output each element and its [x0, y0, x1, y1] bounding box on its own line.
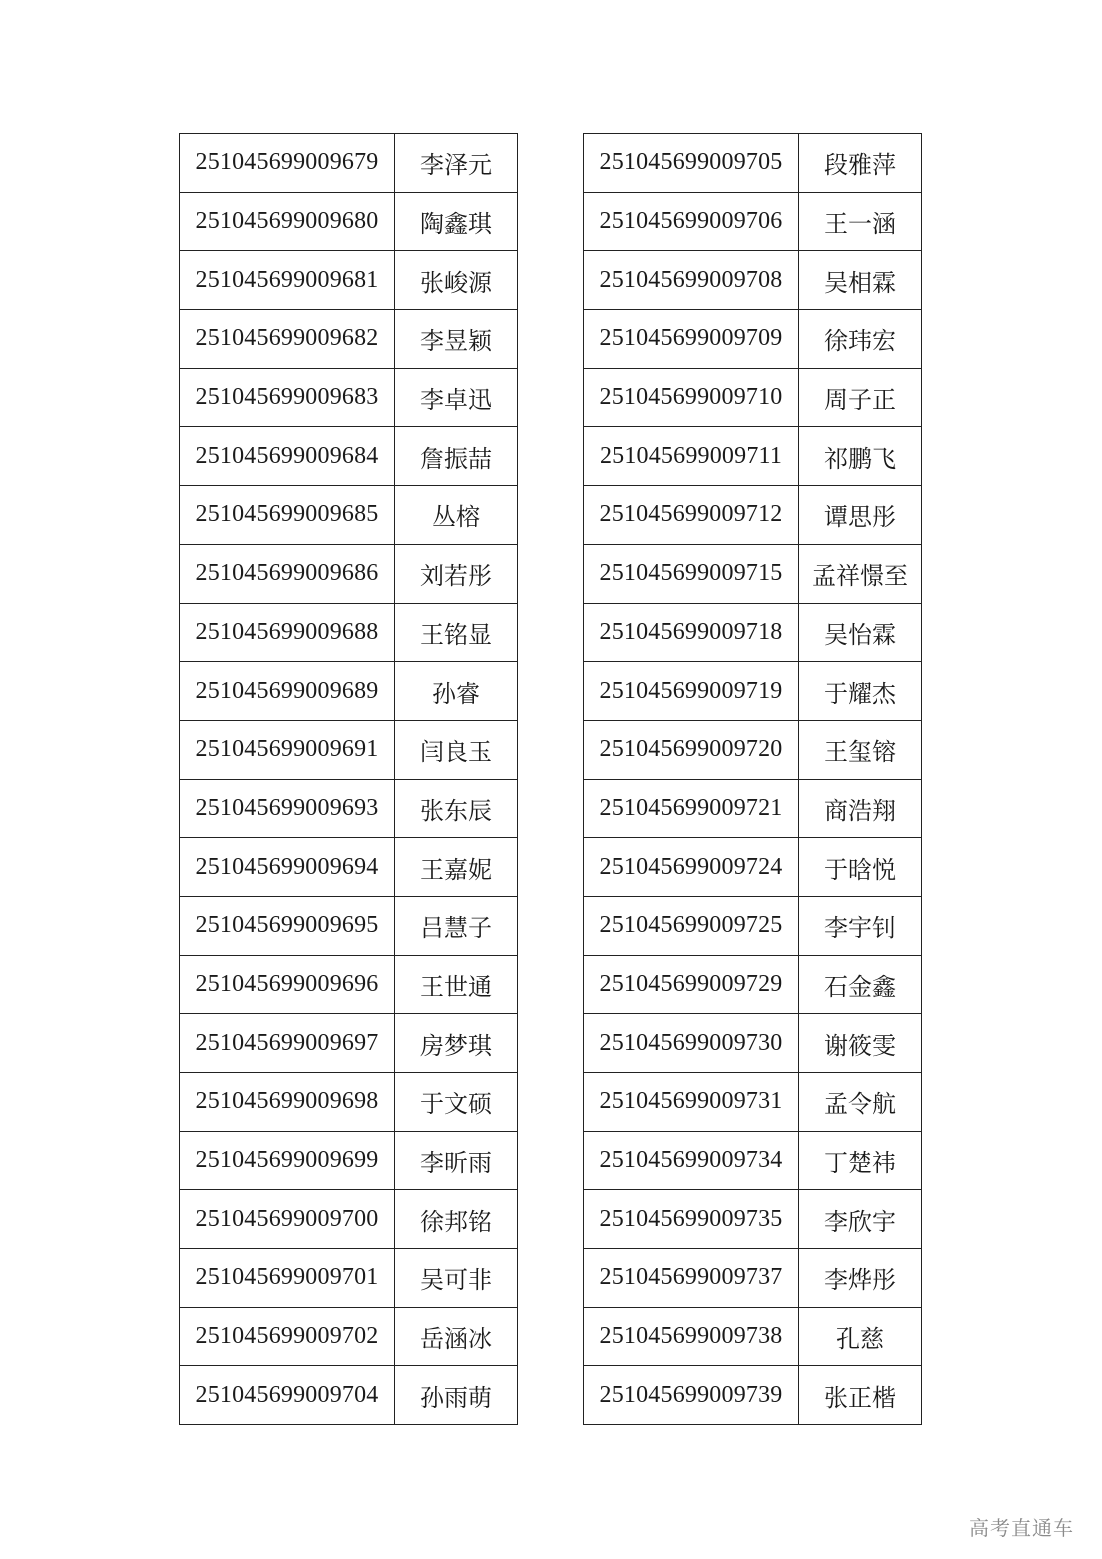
student-id: 251045699009680 [180, 192, 395, 251]
student-name: 吴可非 [395, 1249, 518, 1308]
table-row [584, 251, 922, 310]
student-name: 吴怡霖 [799, 603, 922, 662]
student-id: 251045699009708 [584, 251, 799, 310]
student-name: 徐玮宏 [799, 310, 922, 369]
table-row [180, 720, 518, 779]
student-name: 孟令航 [799, 1073, 922, 1132]
student-name: 张峻源 [395, 251, 518, 310]
student-name: 石金鑫 [799, 955, 922, 1014]
student-name: 孙雨萌 [395, 1366, 518, 1425]
student-name: 王世通 [395, 955, 518, 1014]
student-id: 251045699009698 [180, 1073, 395, 1132]
student-id: 251045699009702 [180, 1307, 395, 1366]
student-name: 丛榕 [395, 486, 518, 545]
student-name: 于耀杰 [799, 662, 922, 721]
student-name: 张东辰 [395, 779, 518, 838]
table-row [584, 1307, 922, 1366]
student-id: 251045699009721 [584, 779, 799, 838]
table-row [180, 662, 518, 721]
table-row [180, 838, 518, 897]
student-name: 李昕雨 [395, 1131, 518, 1190]
student-id: 251045699009711 [584, 427, 799, 486]
student-name: 段雅萍 [799, 134, 922, 193]
student-name: 张正楷 [799, 1366, 922, 1425]
table-row [584, 486, 922, 545]
table-row [584, 779, 922, 838]
student-name: 房梦琪 [395, 1014, 518, 1073]
student-name: 商浩翔 [799, 779, 922, 838]
table-row [584, 1249, 922, 1308]
table-row [180, 1190, 518, 1249]
student-id: 251045699009738 [584, 1307, 799, 1366]
student-name: 于晗悦 [799, 838, 922, 897]
student-id: 251045699009725 [584, 896, 799, 955]
table-row [584, 310, 922, 369]
student-name: 李卓迅 [395, 368, 518, 427]
table-row [584, 1190, 922, 1249]
student-id: 251045699009683 [180, 368, 395, 427]
student-id: 251045699009718 [584, 603, 799, 662]
student-name: 谢筱雯 [799, 1014, 922, 1073]
student-name: 周子正 [799, 368, 922, 427]
table-row [584, 720, 922, 779]
student-id: 251045699009693 [180, 779, 395, 838]
table-row [584, 955, 922, 1014]
student-id: 251045699009697 [180, 1014, 395, 1073]
table-row [584, 1014, 922, 1073]
table-row [180, 486, 518, 545]
table-row [584, 368, 922, 427]
student-id: 251045699009706 [584, 192, 799, 251]
student-id: 251045699009731 [584, 1073, 799, 1132]
student-id: 251045699009696 [180, 955, 395, 1014]
table-row [180, 251, 518, 310]
student-id: 251045699009699 [180, 1131, 395, 1190]
table-row [584, 1366, 922, 1425]
student-id: 251045699009719 [584, 662, 799, 721]
student-id: 251045699009730 [584, 1014, 799, 1073]
table-row [584, 603, 922, 662]
table-row [180, 1014, 518, 1073]
student-name: 王铭显 [395, 603, 518, 662]
table-row [180, 427, 518, 486]
student-id: 251045699009705 [584, 134, 799, 193]
roster-table-left-body [180, 134, 518, 1425]
student-id: 251045699009685 [180, 486, 395, 545]
student-id: 251045699009734 [584, 1131, 799, 1190]
student-name: 王一涵 [799, 192, 922, 251]
student-id: 251045699009720 [584, 720, 799, 779]
table-row [584, 427, 922, 486]
student-id: 251045699009701 [180, 1249, 395, 1308]
table-row [584, 662, 922, 721]
student-name: 李宇钊 [799, 896, 922, 955]
table-row [584, 896, 922, 955]
student-id: 251045699009710 [584, 368, 799, 427]
student-name: 孔慈 [799, 1307, 922, 1366]
student-id: 251045699009679 [180, 134, 395, 193]
student-name: 祁鹏飞 [799, 427, 922, 486]
student-name: 于文硕 [395, 1073, 518, 1132]
student-name: 吴相霖 [799, 251, 922, 310]
student-name: 詹振喆 [395, 427, 518, 486]
student-name: 刘若彤 [395, 544, 518, 603]
table-row [180, 955, 518, 1014]
student-id: 251045699009712 [584, 486, 799, 545]
table-row [180, 1073, 518, 1132]
roster-table-right [583, 133, 922, 1425]
roster-table-left [179, 133, 518, 1425]
student-name: 谭思彤 [799, 486, 922, 545]
student-name: 李烨彤 [799, 1249, 922, 1308]
table-row [584, 838, 922, 897]
student-name: 李昱颖 [395, 310, 518, 369]
student-id: 251045699009700 [180, 1190, 395, 1249]
student-id: 251045699009739 [584, 1366, 799, 1425]
table-row [584, 134, 922, 193]
student-id: 251045699009715 [584, 544, 799, 603]
table-row [180, 192, 518, 251]
roster-table-right-body [584, 134, 922, 1425]
student-id: 251045699009689 [180, 662, 395, 721]
table-row [584, 192, 922, 251]
student-name: 陶鑫琪 [395, 192, 518, 251]
watermark-text: 高考直通车 [969, 1516, 1074, 1540]
student-id: 251045699009682 [180, 310, 395, 369]
student-id: 251045699009691 [180, 720, 395, 779]
student-name: 吕慧子 [395, 896, 518, 955]
student-name: 李欣宇 [799, 1190, 922, 1249]
student-id: 251045699009729 [584, 955, 799, 1014]
table-row [180, 896, 518, 955]
student-id: 251045699009709 [584, 310, 799, 369]
student-name: 徐邦铭 [395, 1190, 518, 1249]
table-row [180, 603, 518, 662]
table-row [180, 544, 518, 603]
table-row [584, 544, 922, 603]
student-id: 251045699009684 [180, 427, 395, 486]
student-name: 孟祥憬至 [799, 544, 922, 603]
table-row [180, 1366, 518, 1425]
student-name: 闫良玉 [395, 720, 518, 779]
student-id: 251045699009688 [180, 603, 395, 662]
student-name: 孙睿 [395, 662, 518, 721]
student-name: 王玺镕 [799, 720, 922, 779]
table-row [180, 310, 518, 369]
student-id: 251045699009681 [180, 251, 395, 310]
student-name: 王嘉妮 [395, 838, 518, 897]
student-name: 岳涵冰 [395, 1307, 518, 1366]
student-id: 251045699009735 [584, 1190, 799, 1249]
table-row [180, 1131, 518, 1190]
table-row [180, 779, 518, 838]
table-row [180, 1249, 518, 1308]
table-row [180, 1307, 518, 1366]
student-name: 李泽元 [395, 134, 518, 193]
table-row [584, 1073, 922, 1132]
student-id: 251045699009686 [180, 544, 395, 603]
table-row [180, 134, 518, 193]
student-id: 251045699009704 [180, 1366, 395, 1425]
student-id: 251045699009737 [584, 1249, 799, 1308]
student-id: 251045699009694 [180, 838, 395, 897]
table-row [584, 1131, 922, 1190]
student-id: 251045699009695 [180, 896, 395, 955]
student-id: 251045699009724 [584, 838, 799, 897]
student-name: 丁楚祎 [799, 1131, 922, 1190]
table-row [180, 368, 518, 427]
